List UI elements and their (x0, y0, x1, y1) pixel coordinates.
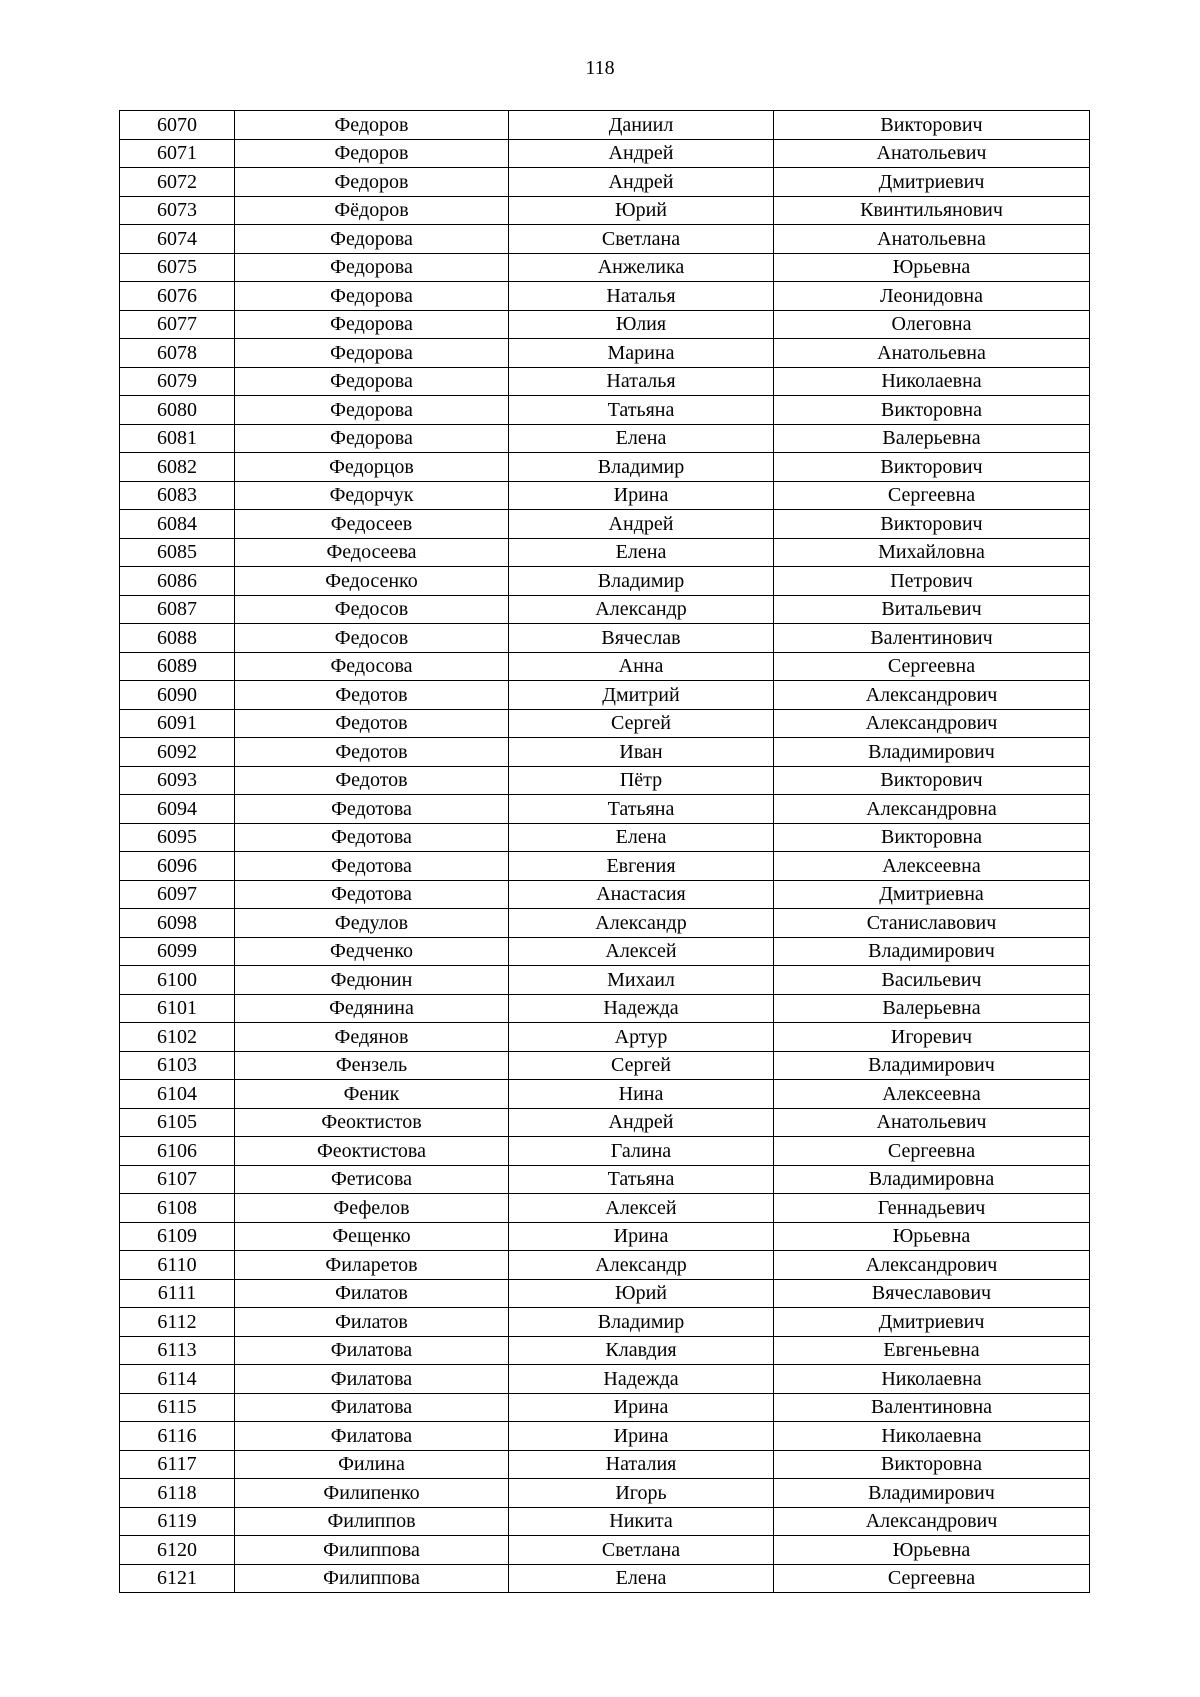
first-name-cell: Светлана (509, 1536, 774, 1565)
surname-cell: Федоров (235, 168, 509, 197)
table-row (120, 481, 1090, 510)
first-name-cell: Анна (509, 652, 774, 681)
first-name-cell: Евгения (509, 852, 774, 881)
first-name-cell: Владимир (509, 1308, 774, 1337)
patronymic-cell: Анатольевна (774, 339, 1090, 368)
surname-cell: Феник (235, 1080, 509, 1109)
patronymic-cell: Витальевич (774, 595, 1090, 624)
table-row (120, 225, 1090, 254)
table-row (120, 681, 1090, 710)
first-name-cell: Михаил (509, 966, 774, 995)
patronymic-cell: Станиславович (774, 909, 1090, 938)
surname-cell: Федотова (235, 880, 509, 909)
surname-cell: Федорова (235, 367, 509, 396)
patronymic-cell: Валентинович (774, 624, 1090, 653)
patronymic-cell: Петрович (774, 567, 1090, 596)
table-row (120, 367, 1090, 396)
first-name-cell: Ирина (509, 481, 774, 510)
patronymic-cell: Валерьевна (774, 994, 1090, 1023)
table-row (120, 994, 1090, 1023)
first-name-cell: Артур (509, 1023, 774, 1052)
row-number-cell: 6096 (120, 852, 235, 881)
row-number-cell: 6115 (120, 1393, 235, 1422)
surname-cell: Федоров (235, 139, 509, 168)
surname-cell: Федотова (235, 852, 509, 881)
surname-cell: Федотова (235, 823, 509, 852)
row-number-cell: 6091 (120, 709, 235, 738)
table-row (120, 1023, 1090, 1052)
patronymic-cell: Викторович (774, 111, 1090, 140)
surname-cell: Федорова (235, 282, 509, 311)
surname-cell: Филиппов (235, 1507, 509, 1536)
patronymic-cell: Валентиновна (774, 1393, 1090, 1422)
table-row (120, 1080, 1090, 1109)
table-row (120, 1536, 1090, 1565)
patronymic-cell: Викторович (774, 453, 1090, 482)
table-row (120, 1507, 1090, 1536)
row-number-cell: 6108 (120, 1194, 235, 1223)
patronymic-cell: Анатольевич (774, 139, 1090, 168)
first-name-cell: Юрий (509, 196, 774, 225)
row-number-cell: 6100 (120, 966, 235, 995)
surname-cell: Федотова (235, 795, 509, 824)
surname-cell: Федотов (235, 766, 509, 795)
table-row (120, 624, 1090, 653)
first-name-cell: Марина (509, 339, 774, 368)
surname-cell: Филатова (235, 1365, 509, 1394)
row-number-cell: 6070 (120, 111, 235, 140)
patronymic-cell: Васильевич (774, 966, 1090, 995)
row-number-cell: 6072 (120, 168, 235, 197)
row-number-cell: 6074 (120, 225, 235, 254)
patronymic-cell: Викторовна (774, 1450, 1090, 1479)
first-name-cell: Татьяна (509, 1165, 774, 1194)
patronymic-cell: Сергеевна (774, 652, 1090, 681)
patronymic-cell: Юрьевна (774, 1222, 1090, 1251)
table-row (120, 1393, 1090, 1422)
table-row (120, 1137, 1090, 1166)
row-number-cell: 6099 (120, 937, 235, 966)
table-row (120, 538, 1090, 567)
row-number-cell: 6113 (120, 1336, 235, 1365)
surname-cell: Филиппова (235, 1536, 509, 1565)
surname-cell: Филина (235, 1450, 509, 1479)
patronymic-cell: Евгеньевна (774, 1336, 1090, 1365)
first-name-cell: Ирина (509, 1422, 774, 1451)
table-row (120, 396, 1090, 425)
patronymic-cell: Квинтильянович (774, 196, 1090, 225)
row-number-cell: 6073 (120, 196, 235, 225)
surname-cell: Федорова (235, 310, 509, 339)
row-number-cell: 6083 (120, 481, 235, 510)
table-row (120, 253, 1090, 282)
table-row (120, 111, 1090, 140)
row-number-cell: 6120 (120, 1536, 235, 1565)
first-name-cell: Андрей (509, 139, 774, 168)
patronymic-cell: Николаевна (774, 367, 1090, 396)
surname-cell: Федорова (235, 424, 509, 453)
patronymic-cell: Владимирович (774, 937, 1090, 966)
table-row (120, 1422, 1090, 1451)
surname-cell: Федулов (235, 909, 509, 938)
first-name-cell: Надежда (509, 994, 774, 1023)
first-name-cell: Александр (509, 595, 774, 624)
table-row (120, 595, 1090, 624)
row-number-cell: 6107 (120, 1165, 235, 1194)
surname-cell: Филатова (235, 1422, 509, 1451)
surname-cell: Филаретов (235, 1251, 509, 1280)
surname-cell: Фефелов (235, 1194, 509, 1223)
first-name-cell: Сергей (509, 709, 774, 738)
table-row (120, 738, 1090, 767)
row-number-cell: 6092 (120, 738, 235, 767)
surname-cell: Федорова (235, 339, 509, 368)
table-row (120, 1564, 1090, 1593)
patronymic-cell: Геннадьевич (774, 1194, 1090, 1223)
first-name-cell: Юрий (509, 1279, 774, 1308)
row-number-cell: 6080 (120, 396, 235, 425)
patronymic-cell: Сергеевна (774, 481, 1090, 510)
surname-cell: Федорчук (235, 481, 509, 510)
row-number-cell: 6111 (120, 1279, 235, 1308)
registry-table (119, 110, 1090, 1593)
patronymic-cell: Валерьевна (774, 424, 1090, 453)
table-row (120, 823, 1090, 852)
surname-cell: Филиппова (235, 1564, 509, 1593)
surname-cell: Феоктистов (235, 1108, 509, 1137)
surname-cell: Федорова (235, 396, 509, 425)
row-number-cell: 6086 (120, 567, 235, 596)
row-number-cell: 6121 (120, 1564, 235, 1593)
patronymic-cell: Юрьевна (774, 253, 1090, 282)
table-row (120, 937, 1090, 966)
table-row (120, 139, 1090, 168)
table-row (120, 1108, 1090, 1137)
row-number-cell: 6119 (120, 1507, 235, 1536)
page-number: 118 (585, 57, 615, 79)
row-number-cell: 6082 (120, 453, 235, 482)
first-name-cell: Ирина (509, 1393, 774, 1422)
surname-cell: Федосова (235, 652, 509, 681)
patronymic-cell: Александрович (774, 1251, 1090, 1280)
surname-cell: Филатова (235, 1336, 509, 1365)
patronymic-cell: Александрович (774, 709, 1090, 738)
row-number-cell: 6081 (120, 424, 235, 453)
row-number-cell: 6084 (120, 510, 235, 539)
patronymic-cell: Александрович (774, 681, 1090, 710)
surname-cell: Филатов (235, 1279, 509, 1308)
first-name-cell: Игорь (509, 1479, 774, 1508)
table-row (120, 652, 1090, 681)
row-number-cell: 6077 (120, 310, 235, 339)
patronymic-cell: Алексеевна (774, 852, 1090, 881)
patronymic-cell: Вячеславович (774, 1279, 1090, 1308)
row-number-cell: 6101 (120, 994, 235, 1023)
table-row (120, 1194, 1090, 1223)
surname-cell: Федосенко (235, 567, 509, 596)
table-row (120, 339, 1090, 368)
surname-cell: Федорова (235, 225, 509, 254)
row-number-cell: 6075 (120, 253, 235, 282)
row-number-cell: 6076 (120, 282, 235, 311)
table-row (120, 709, 1090, 738)
table-row (120, 1165, 1090, 1194)
first-name-cell: Елена (509, 538, 774, 567)
row-number-cell: 6098 (120, 909, 235, 938)
patronymic-cell: Анатольевич (774, 1108, 1090, 1137)
surname-cell: Федюнин (235, 966, 509, 995)
first-name-cell: Александр (509, 909, 774, 938)
row-number-cell: 6094 (120, 795, 235, 824)
first-name-cell: Нина (509, 1080, 774, 1109)
first-name-cell: Владимир (509, 453, 774, 482)
surname-cell: Фещенко (235, 1222, 509, 1251)
surname-cell: Филатова (235, 1393, 509, 1422)
row-number-cell: 6093 (120, 766, 235, 795)
row-number-cell: 6102 (120, 1023, 235, 1052)
patronymic-cell: Игоревич (774, 1023, 1090, 1052)
patronymic-cell: Викторович (774, 510, 1090, 539)
row-number-cell: 6078 (120, 339, 235, 368)
surname-cell: Федосеева (235, 538, 509, 567)
surname-cell: Федорова (235, 253, 509, 282)
surname-cell: Федянов (235, 1023, 509, 1052)
patronymic-cell: Олеговна (774, 310, 1090, 339)
surname-cell: Фёдоров (235, 196, 509, 225)
table-row (120, 1336, 1090, 1365)
first-name-cell: Наталья (509, 367, 774, 396)
patronymic-cell: Александрович (774, 1507, 1090, 1536)
first-name-cell: Светлана (509, 225, 774, 254)
patronymic-cell: Николаевна (774, 1422, 1090, 1451)
patronymic-cell: Юрьевна (774, 1536, 1090, 1565)
first-name-cell: Клавдия (509, 1336, 774, 1365)
table-row (120, 310, 1090, 339)
row-number-cell: 6089 (120, 652, 235, 681)
table-row (120, 1479, 1090, 1508)
patronymic-cell: Сергеевна (774, 1137, 1090, 1166)
first-name-cell: Алексей (509, 1194, 774, 1223)
first-name-cell: Татьяна (509, 795, 774, 824)
patronymic-cell: Сергеевна (774, 1564, 1090, 1593)
table-row (120, 453, 1090, 482)
surname-cell: Феоктистова (235, 1137, 509, 1166)
first-name-cell: Дмитрий (509, 681, 774, 710)
table-row (120, 966, 1090, 995)
row-number-cell: 6079 (120, 367, 235, 396)
first-name-cell: Елена (509, 823, 774, 852)
patronymic-cell: Владимировна (774, 1165, 1090, 1194)
first-name-cell: Андрей (509, 1108, 774, 1137)
table-row (120, 1308, 1090, 1337)
first-name-cell: Владимир (509, 567, 774, 596)
table-row (120, 1222, 1090, 1251)
patronymic-cell: Александровна (774, 795, 1090, 824)
first-name-cell: Пётр (509, 766, 774, 795)
surname-cell: Федосеев (235, 510, 509, 539)
first-name-cell: Юлия (509, 310, 774, 339)
table-row (120, 510, 1090, 539)
table-row (120, 1450, 1090, 1479)
row-number-cell: 6097 (120, 880, 235, 909)
surname-cell: Федосов (235, 624, 509, 653)
surname-cell: Федоров (235, 111, 509, 140)
first-name-cell: Сергей (509, 1051, 774, 1080)
surname-cell: Федченко (235, 937, 509, 966)
patronymic-cell: Дмитриевна (774, 880, 1090, 909)
row-number-cell: 6103 (120, 1051, 235, 1080)
patronymic-cell: Анатольевна (774, 225, 1090, 254)
first-name-cell: Даниил (509, 111, 774, 140)
patronymic-cell: Леонидовна (774, 282, 1090, 311)
first-name-cell: Галина (509, 1137, 774, 1166)
patronymic-cell: Дмитриевич (774, 1308, 1090, 1337)
row-number-cell: 6088 (120, 624, 235, 653)
first-name-cell: Елена (509, 424, 774, 453)
first-name-cell: Алексей (509, 937, 774, 966)
first-name-cell: Иван (509, 738, 774, 767)
surname-cell: Филатов (235, 1308, 509, 1337)
row-number-cell: 6105 (120, 1108, 235, 1137)
table-row (120, 766, 1090, 795)
patronymic-cell: Алексеевна (774, 1080, 1090, 1109)
first-name-cell: Анастасия (509, 880, 774, 909)
row-number-cell: 6104 (120, 1080, 235, 1109)
row-number-cell: 6071 (120, 139, 235, 168)
table-row (120, 196, 1090, 225)
first-name-cell: Вячеслав (509, 624, 774, 653)
row-number-cell: 6112 (120, 1308, 235, 1337)
table-row (120, 1279, 1090, 1308)
first-name-cell: Андрей (509, 168, 774, 197)
patronymic-cell: Владимирович (774, 1479, 1090, 1508)
table-row (120, 424, 1090, 453)
table-row (120, 168, 1090, 197)
row-number-cell: 6117 (120, 1450, 235, 1479)
table-row (120, 1365, 1090, 1394)
row-number-cell: 6085 (120, 538, 235, 567)
surname-cell: Федотов (235, 738, 509, 767)
row-number-cell: 6114 (120, 1365, 235, 1394)
first-name-cell: Наталия (509, 1450, 774, 1479)
row-number-cell: 6106 (120, 1137, 235, 1166)
first-name-cell: Анжелика (509, 253, 774, 282)
surname-cell: Федосов (235, 595, 509, 624)
first-name-cell: Андрей (509, 510, 774, 539)
first-name-cell: Никита (509, 1507, 774, 1536)
table-row (120, 282, 1090, 311)
surname-cell: Фензель (235, 1051, 509, 1080)
patronymic-cell: Владимирович (774, 738, 1090, 767)
patronymic-cell: Викторовна (774, 396, 1090, 425)
first-name-cell: Татьяна (509, 396, 774, 425)
surname-cell: Федотов (235, 709, 509, 738)
table-row (120, 567, 1090, 596)
row-number-cell: 6109 (120, 1222, 235, 1251)
first-name-cell: Елена (509, 1564, 774, 1593)
row-number-cell: 6087 (120, 595, 235, 624)
first-name-cell: Ирина (509, 1222, 774, 1251)
row-number-cell: 6116 (120, 1422, 235, 1451)
table-row (120, 852, 1090, 881)
patronymic-cell: Николаевна (774, 1365, 1090, 1394)
surname-cell: Филипенко (235, 1479, 509, 1508)
surname-cell: Федотов (235, 681, 509, 710)
surname-cell: Федорцов (235, 453, 509, 482)
table-row (120, 1251, 1090, 1280)
first-name-cell: Надежда (509, 1365, 774, 1394)
row-number-cell: 6110 (120, 1251, 235, 1280)
first-name-cell: Александр (509, 1251, 774, 1280)
table-row (120, 909, 1090, 938)
surname-cell: Фетисова (235, 1165, 509, 1194)
patronymic-cell: Михайловна (774, 538, 1090, 567)
patronymic-cell: Дмитриевич (774, 168, 1090, 197)
patronymic-cell: Викторовна (774, 823, 1090, 852)
surname-cell: Федянина (235, 994, 509, 1023)
registry-table-body (120, 111, 1090, 1593)
first-name-cell: Наталья (509, 282, 774, 311)
patronymic-cell: Викторович (774, 766, 1090, 795)
patronymic-cell: Владимирович (774, 1051, 1090, 1080)
table-row (120, 795, 1090, 824)
table-row (120, 1051, 1090, 1080)
table-row (120, 880, 1090, 909)
row-number-cell: 6095 (120, 823, 235, 852)
row-number-cell: 6090 (120, 681, 235, 710)
row-number-cell: 6118 (120, 1479, 235, 1508)
